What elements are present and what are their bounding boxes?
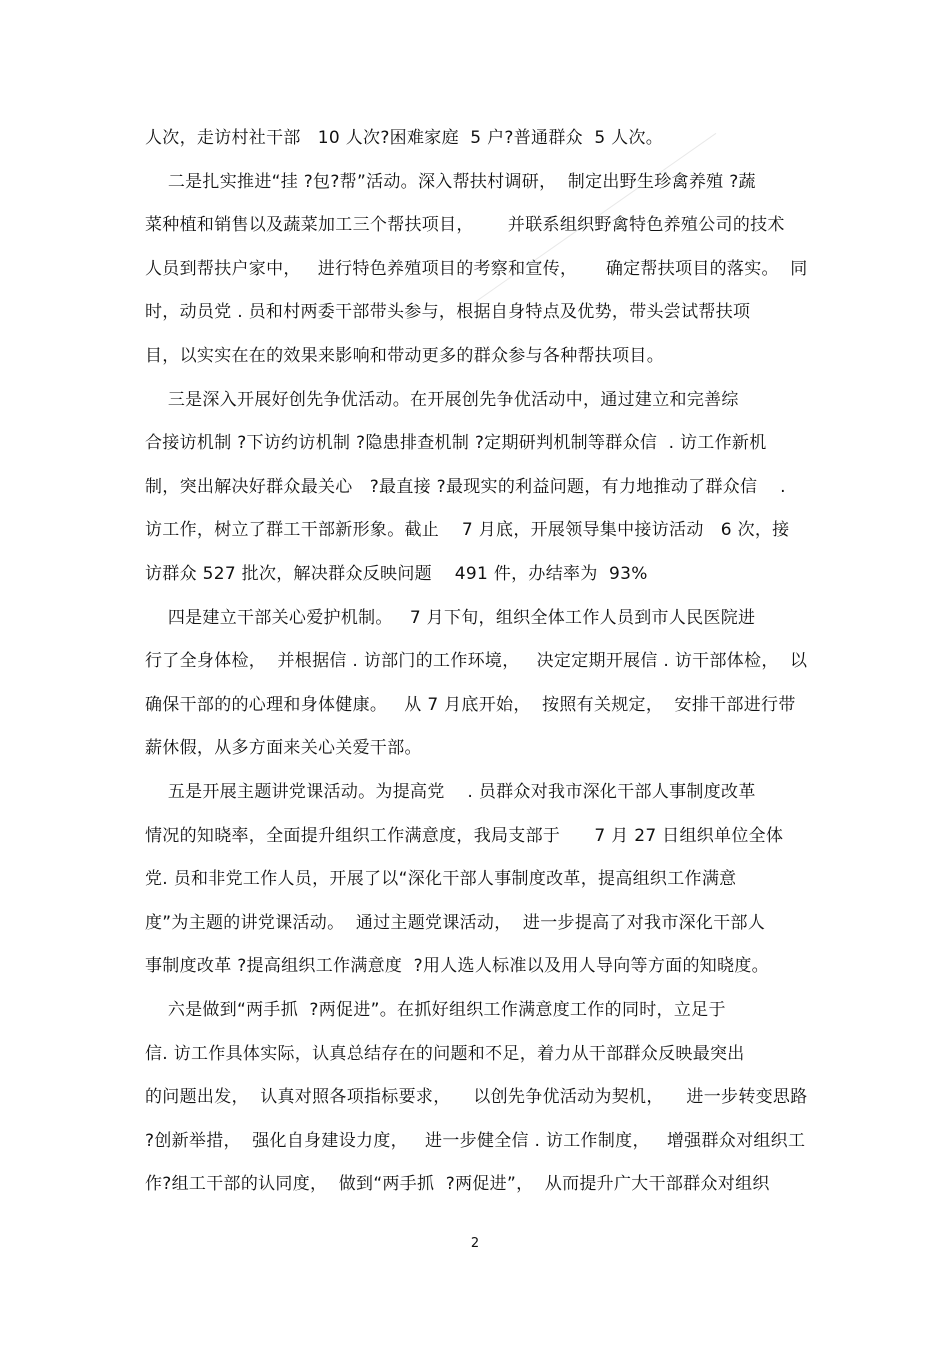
text-line: 人员到帮扶户家中， 进行特色养殖项目的考察和宣传， 确定帮扶项目的落实。 同: [145, 259, 808, 279]
text-line: 访群众 527 批次，解决群众反映问题 491 件，办结率为 93%: [145, 564, 648, 584]
text-line: 二是扎实推进“挂 ?包?帮”活动。深入帮扶村调研， 制定出野生珍禽养殖 ?蔬: [145, 172, 756, 192]
text-line: 访工作，树立了群工干部新形象。截止 7 月底，开展领导集中接访活动 6 次，接: [145, 520, 790, 540]
text-line: ?创新举措， 强化自身建设力度， 进一步健全信 . 访工作制度， 增强群众对组织工: [145, 1131, 806, 1151]
text-line: 度”为主题的讲党课活动。 通过主题党课活动， 进一步提高了对我市深化干部人: [145, 913, 766, 933]
text-line: 情况的知晓率，全面提升组织工作满意度，我局支部于 7 月 27 日组织单位全体: [145, 826, 784, 846]
text-line: 菜种植和销售以及蔬菜加工三个帮扶项目， 并联系组织野禽特色养殖公司的技术: [145, 215, 785, 235]
text-line: 合接访机制 ?下访约访机制 ?隐患排查机制 ?定期研判机制等群众信 . 访工作新机: [145, 433, 767, 453]
text-line: 确保干部的的心理和身体健康。 从 7 月底开始， 按照有关规定， 安排干部进行带: [145, 695, 796, 715]
text-line: 行了全身体检， 并根据信 . 访部门的工作环境， 决定定期开展信 . 访干部体检， 以: [145, 651, 808, 671]
text-line: 党. 员和非党工作人员，开展了以“深化干部人事制度改革，提高组织工作满意: [145, 869, 737, 889]
text-line: 人次，走访村社干部 10 人次?困难家庭 5 户?普通群众 5 人次。: [145, 128, 664, 148]
text-line: 作?组工干部的认同度， 做到“两手抓 ?两促进”， 从而提升广大干部群众对组织: [145, 1174, 770, 1194]
text-line: 三是深入开展好创先争优活动。在开展创先争优活动中，通过建立和完善综: [145, 390, 739, 410]
text-line: 事制度改革 ?提高组织工作满意度 ?用人选人标准以及用人导向等方面的知晓度。: [145, 956, 769, 976]
text-line: 薪休假，从多方面来关心关爱干部。: [145, 738, 422, 758]
text-line: 信. 访工作具体实际，认真总结存在的问题和不足，着力从干部群众反映最突出: [145, 1044, 745, 1064]
text-line: 的问题出发， 认真对照各项指标要求， 以创先争优活动为契机， 进一步转变思路: [145, 1087, 808, 1107]
page-number: 2: [470, 1236, 480, 1251]
text-line: 六是做到“两手抓 ?两促进”。在抓好组织工作满意度工作的同时，立足于: [145, 1000, 726, 1020]
text-line: 目，以实实在在的效果来影响和带动更多的群众参与各种帮扶项目。: [145, 346, 664, 366]
text-line: 时，动员党 . 员和村两委干部带头参与，根据自身特点及优势，带头尝试帮扶项: [145, 302, 751, 322]
text-line: 五是开展主题讲党课活动。为提高党 . 员群众对我市深化干部人事制度改革: [145, 782, 756, 802]
text-line: 制，突出解决好群众最关心 ?最直接 ?最现实的利益问题，有力地推动了群众信 .: [145, 477, 786, 497]
text-line: 四是建立干部关心爱护机制。 7 月下旬，组织全体工作人员到市人民医院进: [145, 608, 756, 628]
